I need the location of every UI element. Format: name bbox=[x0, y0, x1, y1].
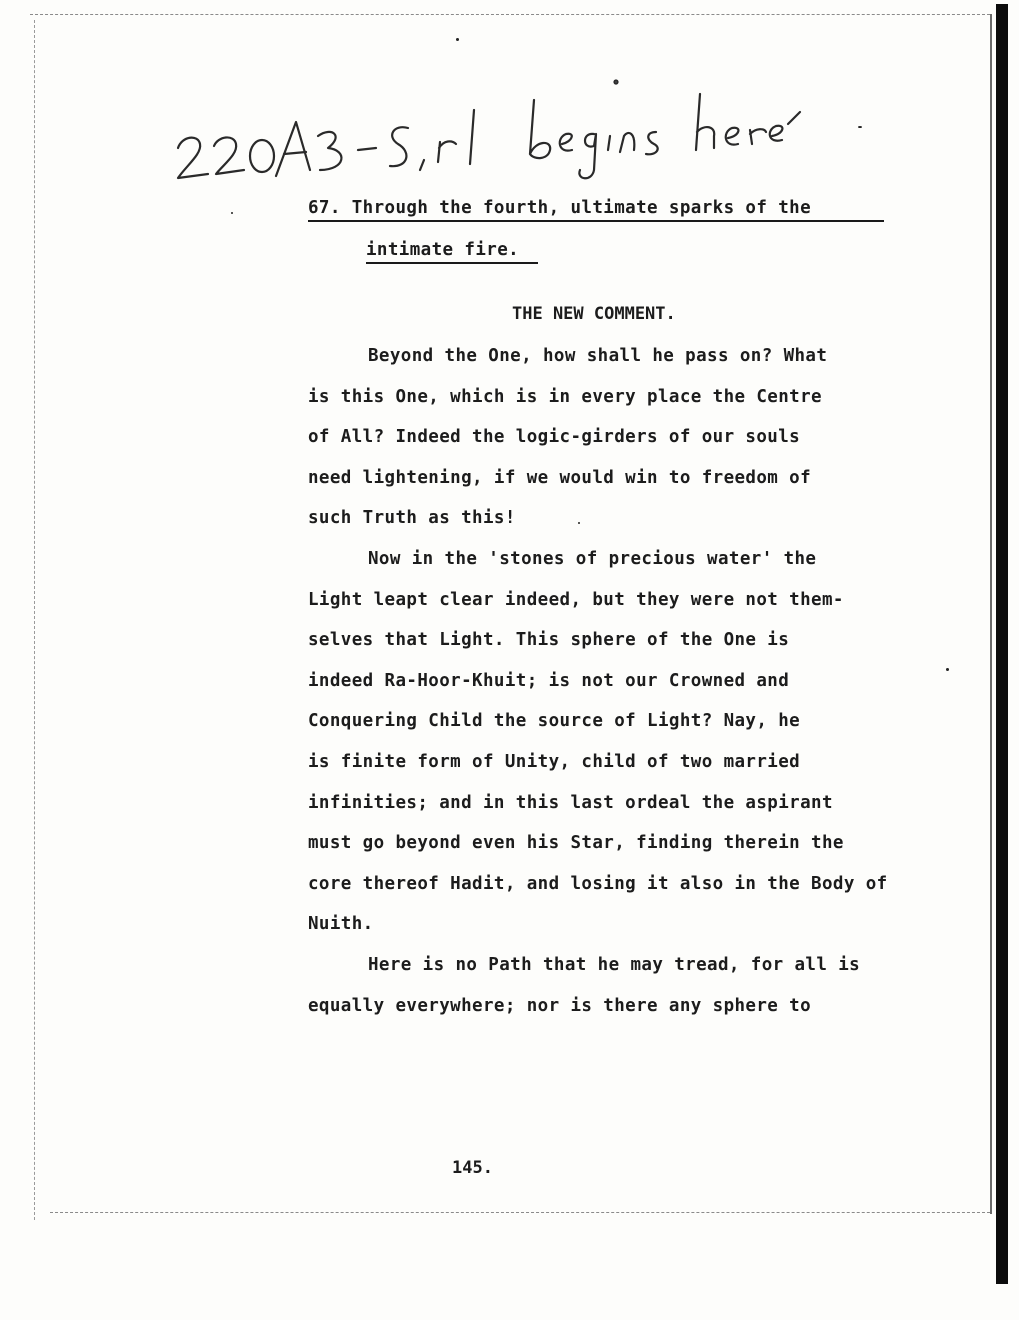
page-number: 145. bbox=[452, 1158, 493, 1178]
body-line: Light leapt clear indeed, but they were not them- bbox=[308, 589, 844, 610]
body-line: need lightening, if we would win to freedom of bbox=[308, 467, 812, 488]
scan-speck bbox=[858, 126, 862, 128]
handwritten-annotation bbox=[168, 70, 828, 190]
heading-line-1: 67. Through the fourth, ultimate sparks of the bbox=[308, 198, 884, 222]
scan-border-bottom bbox=[50, 1212, 990, 1213]
body-line: indeed Ra-Hoor-Khuit; is not our Crowned and bbox=[308, 670, 790, 691]
body-line: infinities; and in this last ordeal the aspirant bbox=[308, 792, 833, 813]
body-line: must go beyond even his Star, finding therein the bbox=[308, 833, 844, 854]
body-line: Beyond the One, how shall he pass on? What bbox=[368, 346, 828, 366]
heading-line-2: intimate fire. bbox=[366, 240, 538, 264]
comment-title: THE NEW COMMENT. bbox=[512, 304, 676, 324]
body-line: equally everywhere; nor is there any sphere to bbox=[308, 995, 812, 1016]
section-heading bbox=[308, 198, 898, 264]
body-line: Now in the 'stones of precious water' the bbox=[368, 548, 817, 569]
scan-border-left bbox=[34, 20, 35, 1220]
body-line: Conquering Child the source of Light? Nay, he bbox=[308, 711, 801, 732]
scan-edge-bar bbox=[996, 4, 1008, 1284]
scan-border-top bbox=[30, 14, 990, 15]
body-line: Here is no Path that he may tread, for all is bbox=[368, 954, 861, 975]
body-line: of All? Indeed the logic-girders of our souls bbox=[308, 427, 801, 448]
body-line: is finite form of Unity, child of two married bbox=[308, 751, 801, 772]
body-line: Nuith. bbox=[308, 914, 374, 935]
scan-speck bbox=[456, 38, 459, 41]
body-line: selves that Light. This sphere of the One is bbox=[308, 630, 790, 651]
scan-speck bbox=[231, 212, 233, 214]
comment-body bbox=[308, 344, 968, 1034]
body-line: is this One, which is in every place the Centre bbox=[308, 386, 822, 407]
scan-edge-line bbox=[990, 14, 992, 1214]
body-line: such Truth as this! bbox=[308, 508, 516, 529]
body-line: core thereof Hadit, and losing it also in the Body of bbox=[308, 873, 888, 894]
